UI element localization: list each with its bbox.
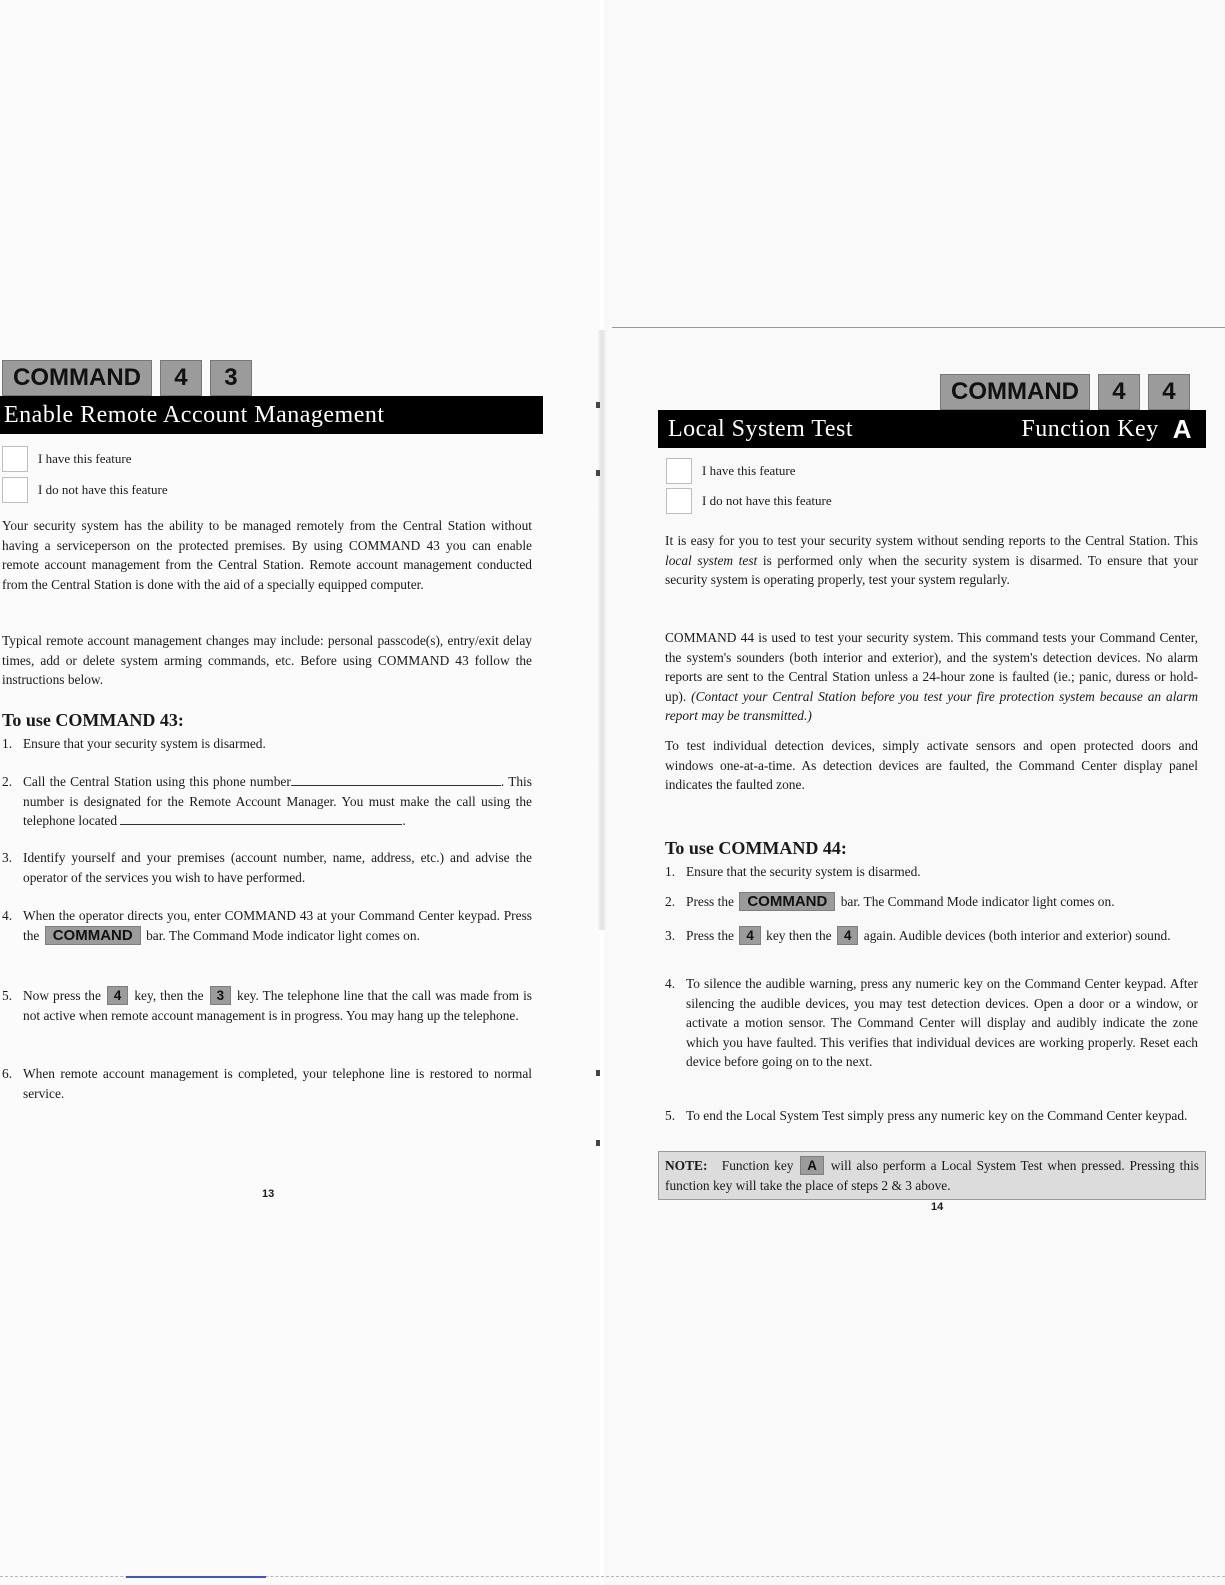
inline-function-key-a: A: [800, 1156, 824, 1175]
binding-mark: [596, 470, 600, 476]
telephone-location-blank[interactable]: [120, 812, 402, 825]
intro-paragraph: It is easy for you to test your security system without sending reports to the Central Station. This local system test is performed only when the security system is disarmed. To ensure that your security system is operating properly, test your system regularly.: [665, 533, 1198, 588]
inline-key-4: 4: [837, 926, 858, 945]
step-4: 4. When the operator directs you, enter COMMAND 43 at your Command Center keypad. Press the COMMAND bar. The Command Mode indicator light comes on.: [2, 908, 532, 944]
command-keys-44: [940, 374, 1190, 410]
step-1: 1. Ensure that the security system is disarmed.: [665, 864, 921, 879]
phone-number-blank[interactable]: [291, 773, 501, 786]
binding-mark: [596, 402, 600, 408]
checkbox-label: I have this feature: [702, 463, 796, 478]
step-6: 6. When remote account management is completed, your telephone line is restored to normal service.: [2, 1066, 532, 1101]
binding-mark: [596, 1140, 600, 1146]
step-5: 5. Now press the 4 key, then the 3 key. The telephone line that the call was made from is not active when remote account management is in progress. You may hang up the telephone.: [2, 988, 533, 1023]
step-5: 5. To end the Local System Test simply press any numeric key on the Command Center keypad.: [665, 1108, 1188, 1123]
function-key-label: Function Key: [1021, 415, 1159, 442]
key-4: 4: [160, 360, 202, 396]
section-title: Local System Test: [668, 415, 854, 442]
detection-devices-paragraph: To test individual detection devices, simply activate sensors and open protected doors and windows one-at-a-time. As detection devices are faulted, the Command Center display panel indicates the faulted zone.: [665, 738, 1198, 793]
section-title-banner: [0, 396, 543, 434]
checkbox-label: I have this feature: [38, 451, 132, 466]
inline-command-key: COMMAND: [739, 892, 835, 911]
steps-heading: To use COMMAND 44:: [665, 838, 847, 858]
command-description-paragraph: COMMAND 44 is used to test your security system. This command tests your Command Center, the system's sounders (both interior and exterior), and the system's detection devices. No alarm reports are sent to the Central Station unless a 24-hour zone is faulted (ie.; panic, duress or hold-up). (Contact your Central Station before you test your fire protection system because an alarm report may be transmitted.): [665, 630, 1198, 724]
function-key-label-group: [1021, 414, 1192, 445]
inline-key-4: 4: [739, 926, 760, 945]
checkbox-box[interactable]: [2, 477, 28, 503]
checkbox-box[interactable]: [666, 488, 692, 514]
step-2: 2. Call the Central Station using this phone number . This number is designated for the Remote Account Manager. You must make the call using the telephone located .: [2, 774, 532, 829]
checkbox-label: I do not have this feature: [702, 493, 832, 508]
page-number-13: 13: [262, 1188, 275, 1200]
function-key-letter: A: [1172, 413, 1192, 444]
checkbox-no-feature[interactable]: [2, 477, 168, 503]
step-4: 4. To silence the audible warning, press any numeric key on the Command Center keypad. After silencing the audible devices, you may test detection devices. Open a door or a window, or activate a motion sensor. The Command Center will display and audibly indicate the zone which you have faulted. This verifies that individual devices are working properly. Reset each device before going on to the next.: [665, 976, 1198, 1070]
section-title: Enable Remote Account Management: [4, 401, 385, 428]
binding-mark: [596, 1070, 600, 1076]
note-label: NOTE:: [665, 1158, 708, 1173]
checkbox-have-feature[interactable]: [666, 458, 795, 484]
step-1: 1. Ensure that your security system is disarmed.: [2, 736, 266, 751]
note-box: NOTE: Function key A will also perform a Local System Test when pressed. Pressing this function key will take the place of steps 2 & 3 above.: [658, 1151, 1206, 1200]
highlight-underline: [126, 1576, 266, 1578]
key-4: 4: [1148, 374, 1190, 410]
page-number-14: 14: [931, 1201, 944, 1213]
book-gutter: [598, 330, 606, 930]
inline-key-3: 3: [210, 986, 231, 1005]
command-keys-43: [2, 360, 252, 396]
intro-paragraph: Your security system has the ability to be managed remotely from the Central Station without having a serviceperson on the protected premises. By using COMMAND 43 you can enable remote account management from the Central Station. Remote account management conducted from the Central Station is done with the aid of a specially equipped computer.: [2, 518, 532, 592]
key-3: 3: [210, 360, 252, 396]
checkbox-no-feature[interactable]: [666, 488, 832, 514]
checkbox-box[interactable]: [666, 458, 692, 484]
inline-key-4: 4: [107, 986, 128, 1005]
checkbox-have-feature[interactable]: [2, 446, 131, 472]
changes-paragraph: Typical remote account management changes may include: personal passcode(s), entry/exit delay times, add or delete system arming commands, etc. Before using COMMAND 43 follow the instructions below.: [2, 633, 532, 688]
step-3: 3. Press the 4 key then the 4 again. Audible devices (both interior and exterior) sound.: [665, 928, 1171, 943]
step-2: 2. Press the COMMAND bar. The Command Mode indicator light comes on.: [665, 893, 1115, 910]
steps-heading: To use COMMAND 43:: [2, 710, 184, 730]
section-title-banner: [658, 410, 1206, 448]
right-page-top-edge: [612, 327, 1225, 328]
step-3: 3. Identify yourself and your premises (account number, name, address, etc.) and advise the operator of the services you wish to have performed.: [2, 850, 532, 885]
checkbox-label: I do not have this feature: [38, 482, 168, 497]
command-key: COMMAND: [940, 374, 1090, 410]
key-4: 4: [1098, 374, 1140, 410]
checkbox-box[interactable]: [2, 446, 28, 472]
inline-command-key: COMMAND: [45, 926, 141, 945]
command-key: COMMAND: [2, 360, 152, 396]
